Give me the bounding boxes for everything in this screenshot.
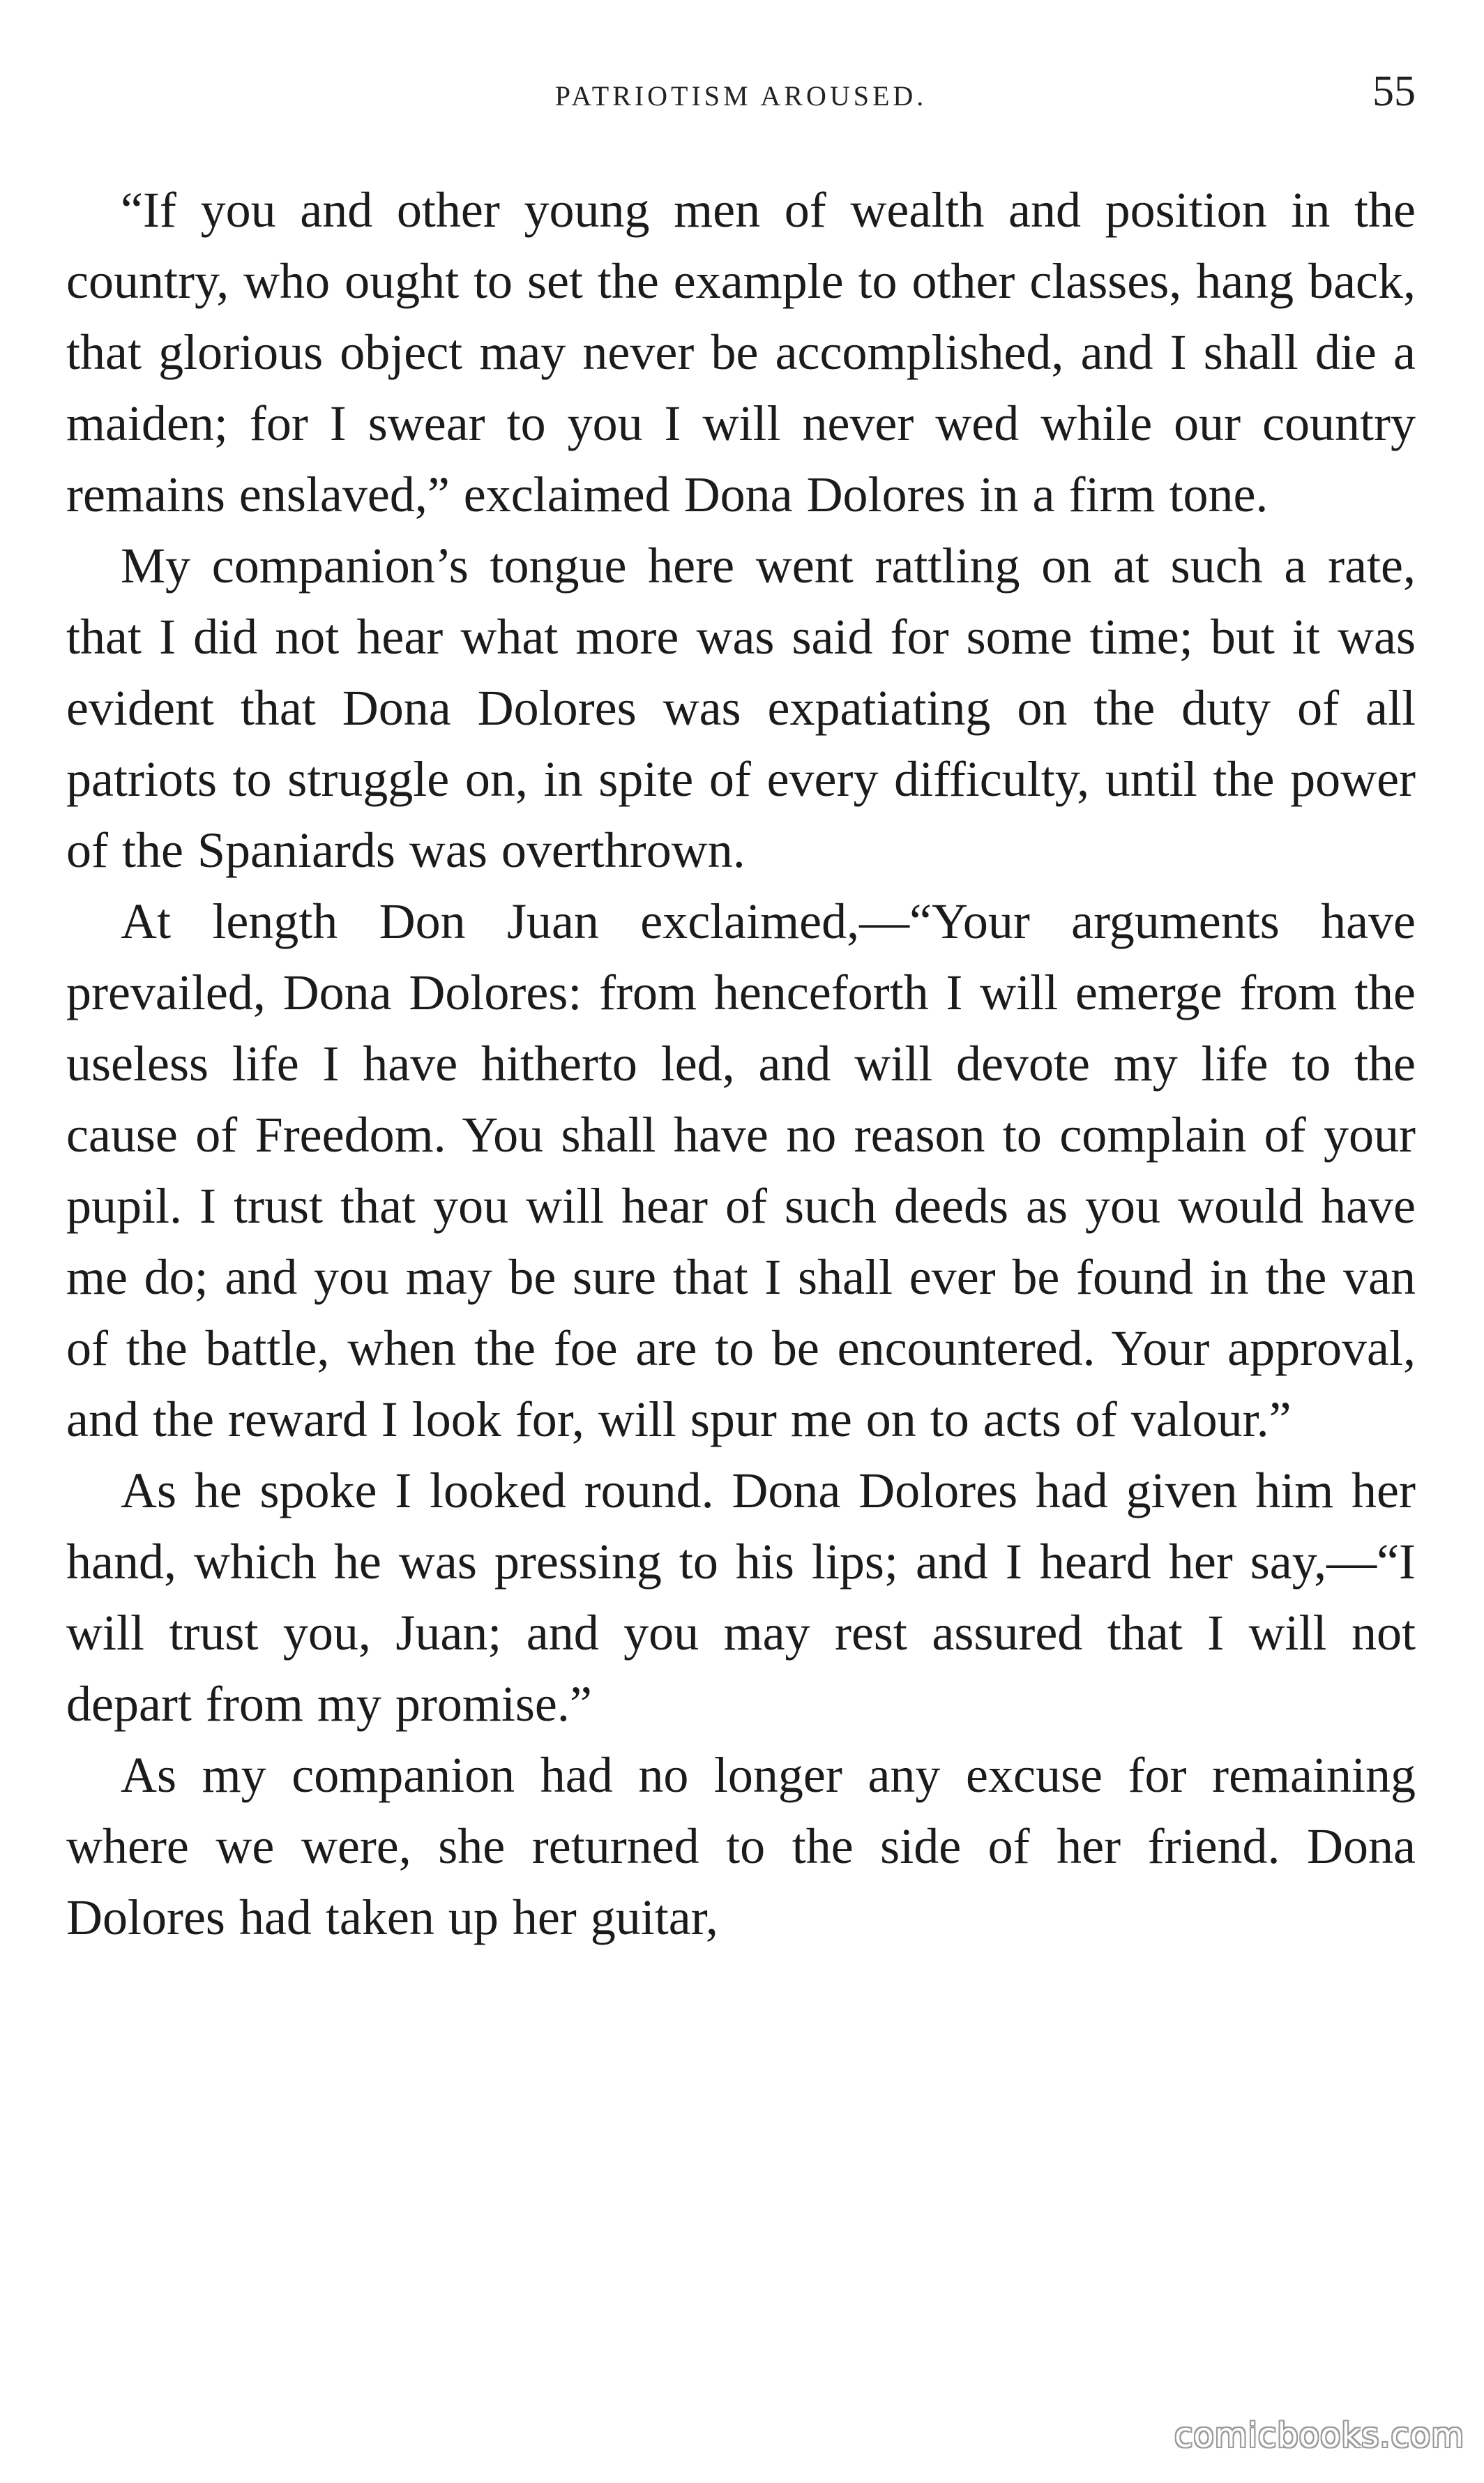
running-header (66, 64, 1416, 127)
watermark: comicbooks.com (1174, 2416, 1464, 2455)
paragraph: “If you and other young men of wealth and position in the country, who ought to set the example to other classes, hang back, that glorious object may never be accomplished, and I shall die a maiden; for I swear to you I will never wed while our country remains enslaved,” exclaimed Dona Dolores in a firm tone. (66, 182, 1416, 522)
paragraph: As he spoke I looked round. Dona Dolores had given him her hand, which he was pressing to his lips; and I heard her say,—“I will trust you, Juan; and you may rest assured that I will not depart from my promise.” (66, 1463, 1416, 1732)
page-number: 55 (1372, 68, 1416, 115)
body-text (66, 174, 1416, 1953)
paragraph: At length Don Juan exclaimed,—“Your arguments have prevailed, Dona Dolores: from henceforth I will emerge from the useless life I have hitherto led, and will devote my life to the cause of Freedom. You shall have no reason to complain of your pupil. I trust that you will hear of such deeds as you would have me do; and you may be sure that I shall ever be found in the van of the battle, when the foe are to be encountered. Your approval, and the reward I look for, will spur me on to acts of valour.” (66, 893, 1416, 1447)
paragraph: As my companion had no longer any excuse for remaining where we were, she returned to the side of her friend. Dona Dolores had taken up her guitar, (66, 1747, 1416, 1945)
paragraph: My companion’s tongue here went rattling on at such a rate, that I did not hear what more was said for some time; but it was evident that Dona Dolores was expatiating on the duty of all patriots to struggle on, in spite of every difficulty, until the power of the Spaniards was overthrown. (66, 538, 1416, 878)
running-title: PATRIOTISM AROUSED. (554, 80, 927, 112)
